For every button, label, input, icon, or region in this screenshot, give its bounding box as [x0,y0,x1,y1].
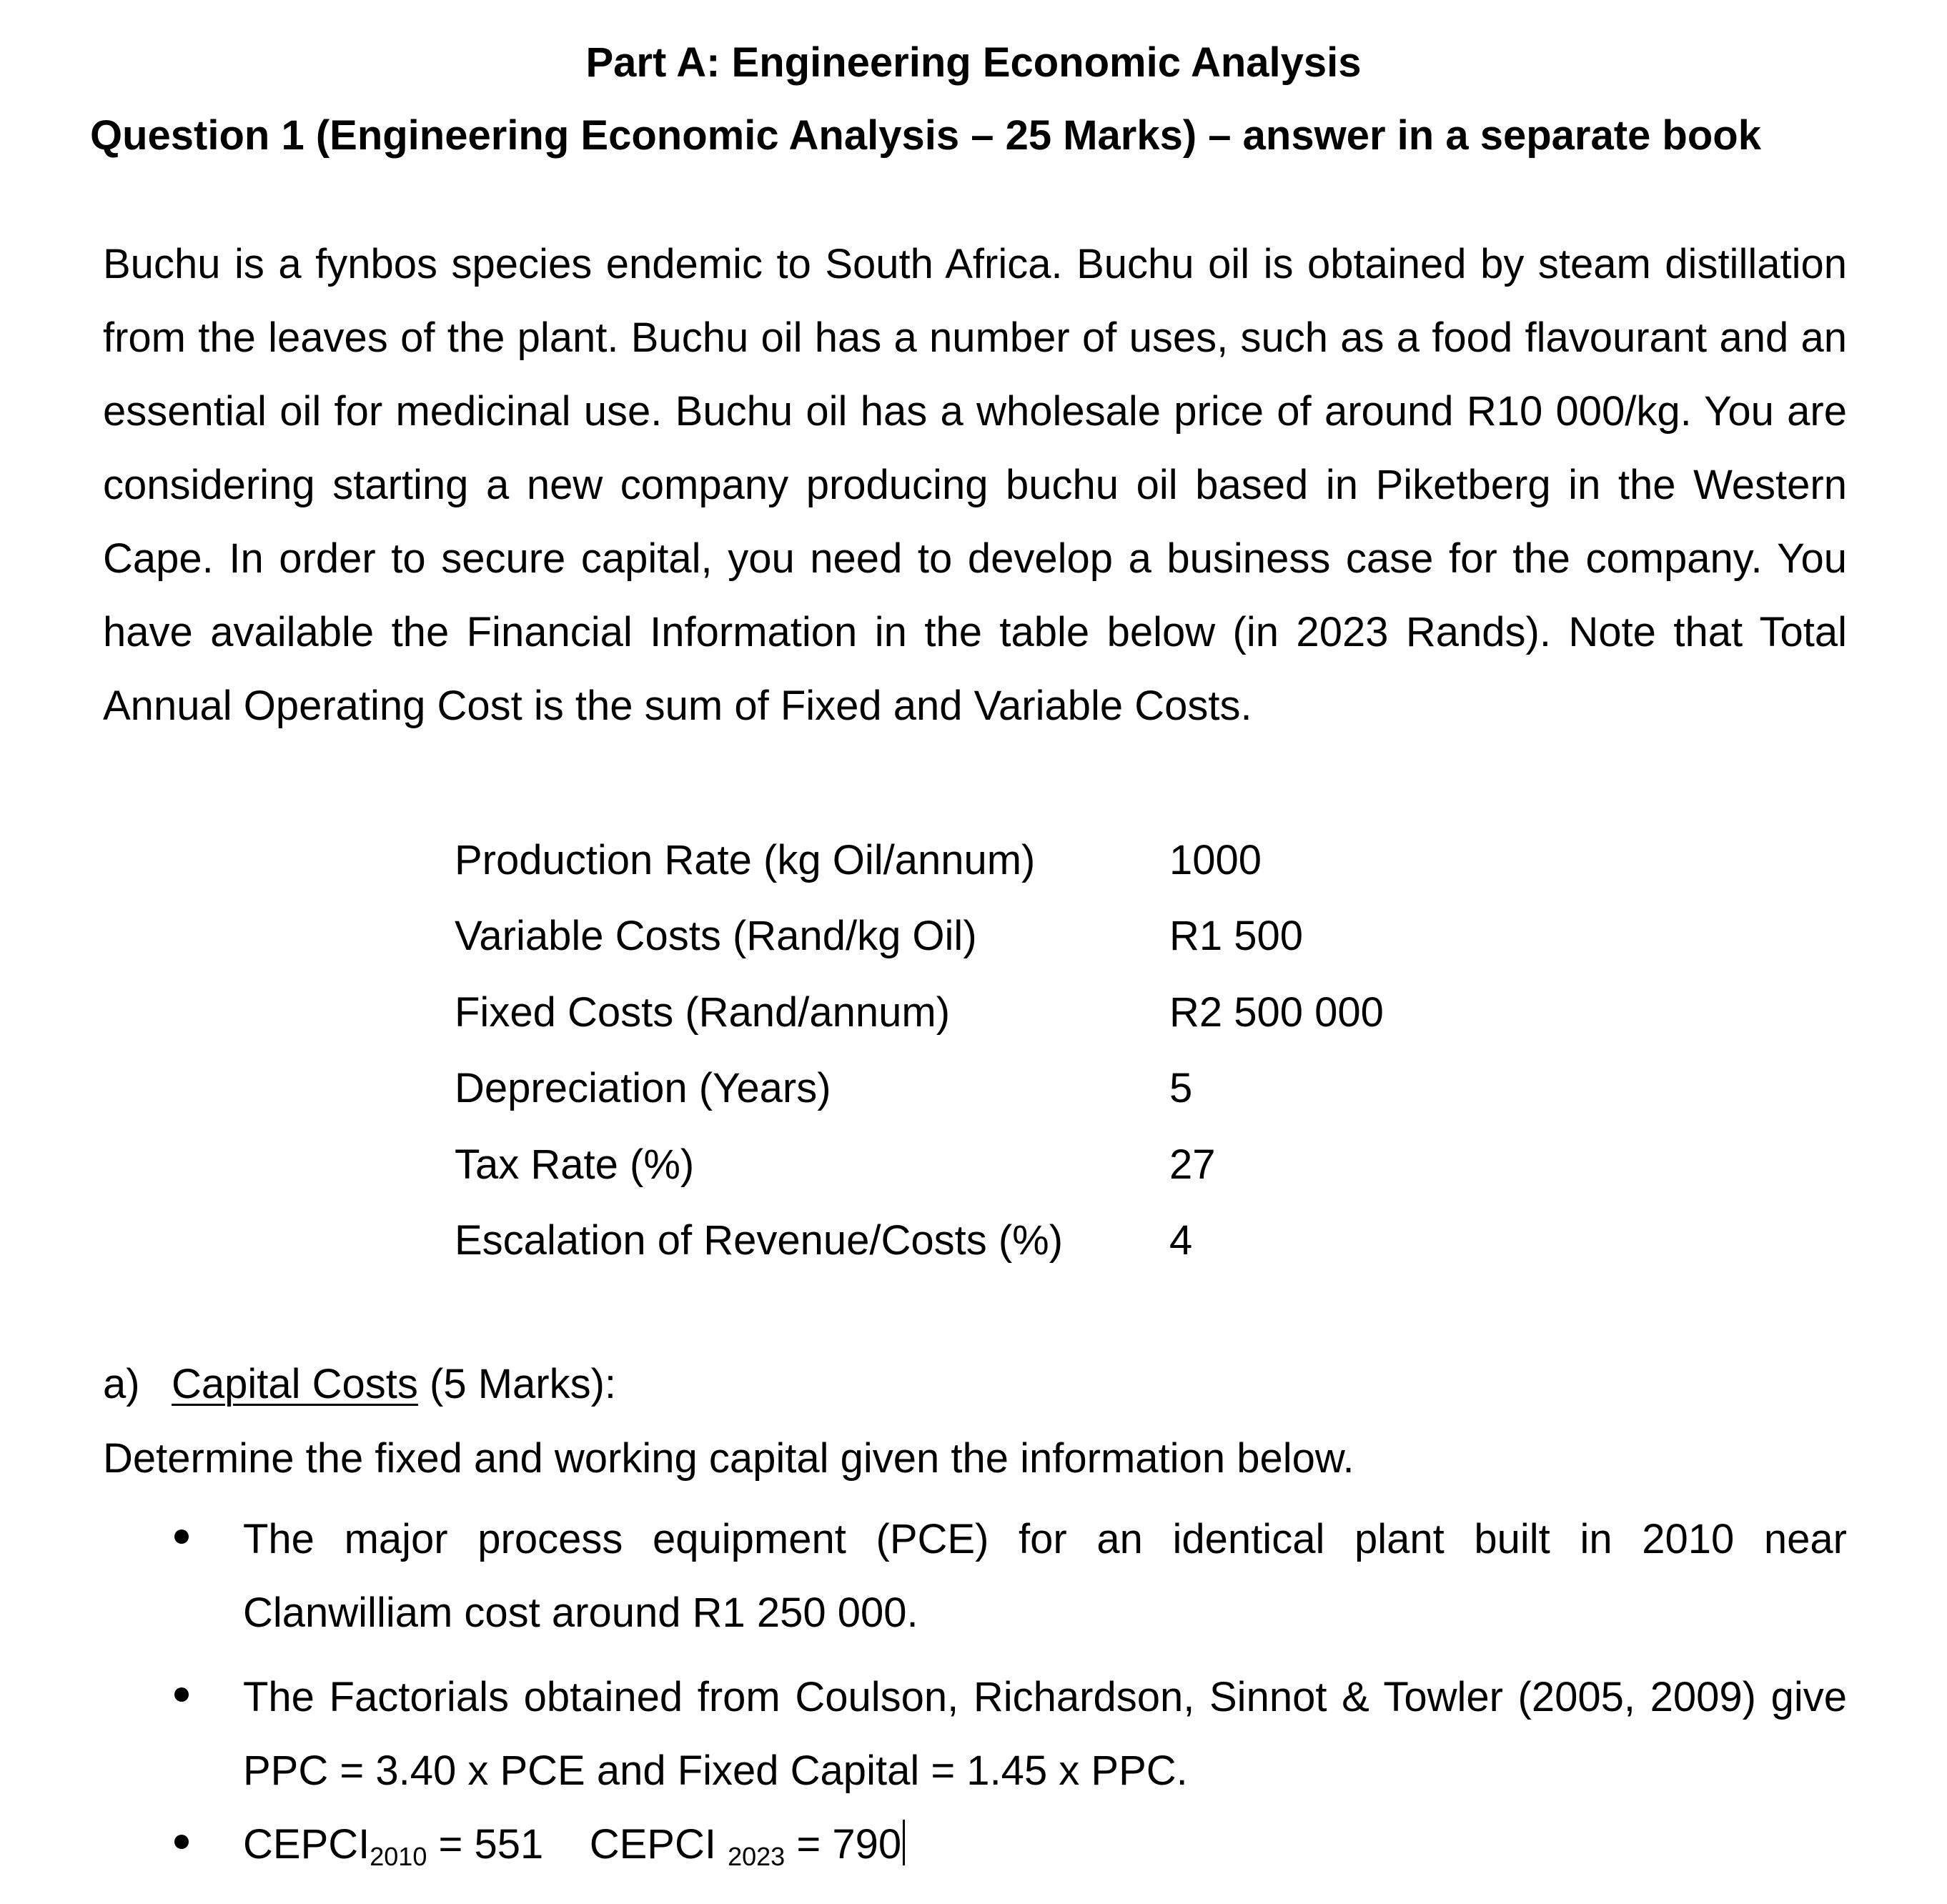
row-label: Variable Costs (Rand/kg Oil) [455,913,977,960]
row-label: Production Rate (kg Oil/annum) [455,836,1036,883]
capital-cost-bullets [169,1502,1847,1886]
cepci-value: = 790 [796,1821,902,1868]
row-value: 27 [1169,1141,1216,1188]
row-label: Fixed Costs (Rand/annum) [455,988,951,1036]
section-a-title: Capital Costs [172,1361,418,1407]
list-item [169,1660,1847,1808]
cepci-label: CEPCI [243,1821,370,1868]
cepci-label: CEPCI [589,1821,716,1868]
row-label: Depreciation (Years) [455,1065,831,1112]
financial-information-table [455,822,1384,1279]
row-value: 1000 [1169,836,1262,883]
bullet-icon [174,1835,189,1849]
table-row [455,898,1384,975]
list-item [169,1808,1847,1886]
row-label: Tax Rate (%) [455,1141,695,1188]
row-value: 5 [1169,1065,1193,1112]
table-row [455,1126,1384,1203]
cepci-value: = 551 [438,1821,544,1868]
row-value: 4 [1169,1217,1193,1264]
row-label: Escalation of Revenue/Costs (%) [455,1217,1064,1264]
section-a-marks: (5 Marks): [430,1361,617,1407]
bullet-icon [174,1529,189,1544]
question-heading: Question 1 (Engineering Economic Analysis – 25 Marks) – answer in a separate book [90,112,1761,159]
cepci-year-subscript: 2023 [728,1842,786,1871]
text-cursor [903,1820,905,1865]
table-row [455,1203,1384,1279]
cepci-year-subscript: 2010 [370,1842,427,1871]
list-item [169,1502,1847,1650]
section-a-prefix: a) [103,1361,140,1407]
table-row [455,822,1384,898]
table-row [455,1051,1384,1127]
section-a-instruction: Determine the fixed and working capital given the information below. [103,1435,1354,1482]
row-value: R2 500 000 [1169,988,1384,1036]
page-title: Part A: Engineering Economic Analysis [585,39,1362,86]
bullet-text: The major process equipment (PCE) for an identical plant built in 2010 near Clanwilliam cost around R1 250 000. [243,1516,1847,1636]
bullet-icon [174,1687,189,1702]
intro-paragraph: Buchu is a fynbos species endemic to South Africa. Buchu oil is obtained by steam distillation from the leaves of the plant. Buchu oil has a number of uses, such as a food flavourant and an essential oil for medicinal use. Buchu oil has a wholesale price of around R10 000/kg. You are considering starting a new company producing buchu oil based in Piketberg in the Western Cape. In order to secure capital, you need to develop a business case for the company. You have available the Financial Information in the table below (in 2023 Rands). Note that Total Annual Operating Cost is the sum of Fixed and Variable Costs. [103,241,1847,729]
row-value: R1 500 [1169,913,1304,960]
bullet-text: The Factorials obtained from Coulson, Richardson, Sinnot & Towler (2005, 2009) give PPC = 3.40 x PCE and Fixed Capital = 1.45 x PPC. [243,1674,1847,1794]
section-a-heading [103,1352,616,1417]
table-row [455,974,1384,1051]
